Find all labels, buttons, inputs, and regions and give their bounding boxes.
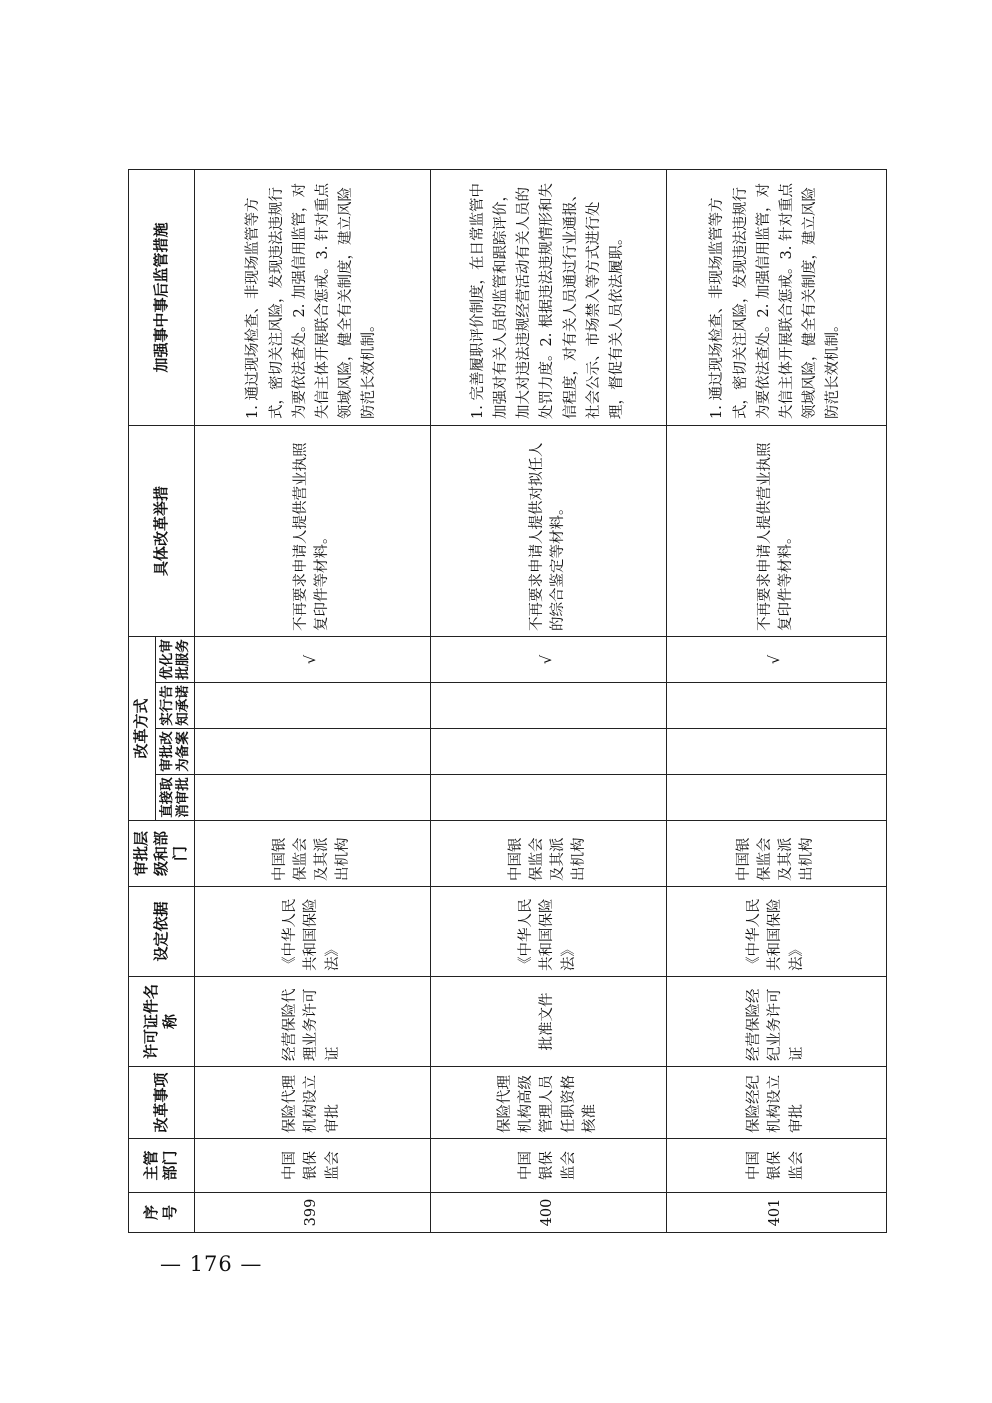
col-header-measures: 具体改革举措	[129, 425, 195, 636]
cell-supervision: 1. 通过现场检查、非现场监管等方式，密切关注风险，发现违法违规行为要依法查处。2. 加强信用监管，对失信主体开展联合惩戒。3. 针对重点领域风险，健全有关制度，建立风险防范长效机制。	[194, 169, 430, 425]
cell-measures: 不再要求申请人提供营业执照复印件等材料。	[666, 425, 886, 636]
cell-level: 中国银保监会及其派出机构	[666, 821, 886, 887]
col-header-mode: 改革方式	[129, 636, 156, 820]
cell-license: 经营保险经纪业务许可证	[666, 977, 886, 1067]
cell-mode-record	[194, 729, 430, 775]
cell-mode-cancel	[666, 775, 886, 821]
cell-level: 中国银保监会及其派出机构	[430, 821, 666, 887]
cell-measures: 不再要求申请人提供对拟任人的综合鉴定等材料。	[430, 425, 666, 636]
cell-item: 保险经纪机构设立审批	[666, 1067, 886, 1139]
cell-basis: 《中华人民共和国保险法》	[430, 887, 666, 977]
col-header-mode-notify: 实行告知承诺	[156, 683, 194, 729]
cell-mode-notify	[666, 683, 886, 729]
col-header-level: 审批层级和部门	[129, 821, 195, 887]
cell-basis: 《中华人民共和国保险法》	[194, 887, 430, 977]
cell-mode-notify	[194, 683, 430, 729]
col-header-mode-optimize: 优化审批服务	[156, 636, 194, 682]
reform-items-table	[128, 169, 887, 1233]
cell-mode-cancel	[194, 775, 430, 821]
cell-mode-notify	[430, 683, 666, 729]
cell-dept: 中国银保监会	[194, 1139, 430, 1193]
cell-license: 批准文件	[430, 977, 666, 1067]
rotated-table-container	[128, 170, 865, 1233]
cell-dept: 中国银保监会	[430, 1139, 666, 1193]
table-row	[430, 169, 666, 1232]
cell-mode-record	[666, 729, 886, 775]
cell-license: 经营保险代理业务许可证	[194, 977, 430, 1067]
cell-seq: 399	[194, 1193, 430, 1233]
cell-dept: 中国银保监会	[666, 1139, 886, 1193]
cell-measures: 不再要求申请人提供营业执照复印件等材料。	[194, 425, 430, 636]
cell-seq: 401	[666, 1193, 886, 1233]
table-row	[194, 169, 430, 1232]
cell-seq: 400	[430, 1193, 666, 1233]
header-row-top	[129, 169, 156, 1232]
cell-item: 保险代理机构高级管理人员任职资格核准	[430, 1067, 666, 1139]
cell-mode-cancel	[430, 775, 666, 821]
col-header-mode-cancel: 直接取消审批	[156, 775, 194, 821]
cell-supervision: 1. 完善履职评价制度，在日常监管中加强对有关人员的监管和跟踪评价，加大对违法违规经营活动有关人员的处罚力度。2. 根据违法违规情形和失信程度，对有关人员通过行业通报、社会公示、市场禁入等方式进行处理，督促有关人员依法履职。	[430, 169, 666, 425]
page-number: — 176 —	[160, 1252, 263, 1276]
cell-mode-optimize-check: √	[194, 636, 430, 682]
col-header-seq: 序号	[129, 1193, 195, 1233]
cell-item: 保险代理机构设立审批	[194, 1067, 430, 1139]
cell-mode-optimize-check: √	[666, 636, 886, 682]
cell-level: 中国银保监会及其派出机构	[194, 821, 430, 887]
cell-basis: 《中华人民共和国保险法》	[666, 887, 886, 977]
col-header-item: 改革事项	[129, 1067, 195, 1139]
col-header-basis: 设定依据	[129, 887, 195, 977]
col-header-license: 许可证件名称	[129, 977, 195, 1067]
col-header-supervision: 加强事中事后监管措施	[129, 169, 195, 425]
table-row	[666, 169, 886, 1232]
cell-supervision: 1. 通过现场检查、非现场监管等方式，密切关注风险，发现违法违规行为要依法查处。2. 加强信用监管，对失信主体开展联合惩戒。3. 针对重点领域风险，健全有关制度，建立风险防范长效机制。	[666, 169, 886, 425]
col-header-dept: 主管部门	[129, 1139, 195, 1193]
cell-mode-record	[430, 729, 666, 775]
cell-mode-optimize-check: √	[430, 636, 666, 682]
col-header-mode-record: 审批改为备案	[156, 729, 194, 775]
